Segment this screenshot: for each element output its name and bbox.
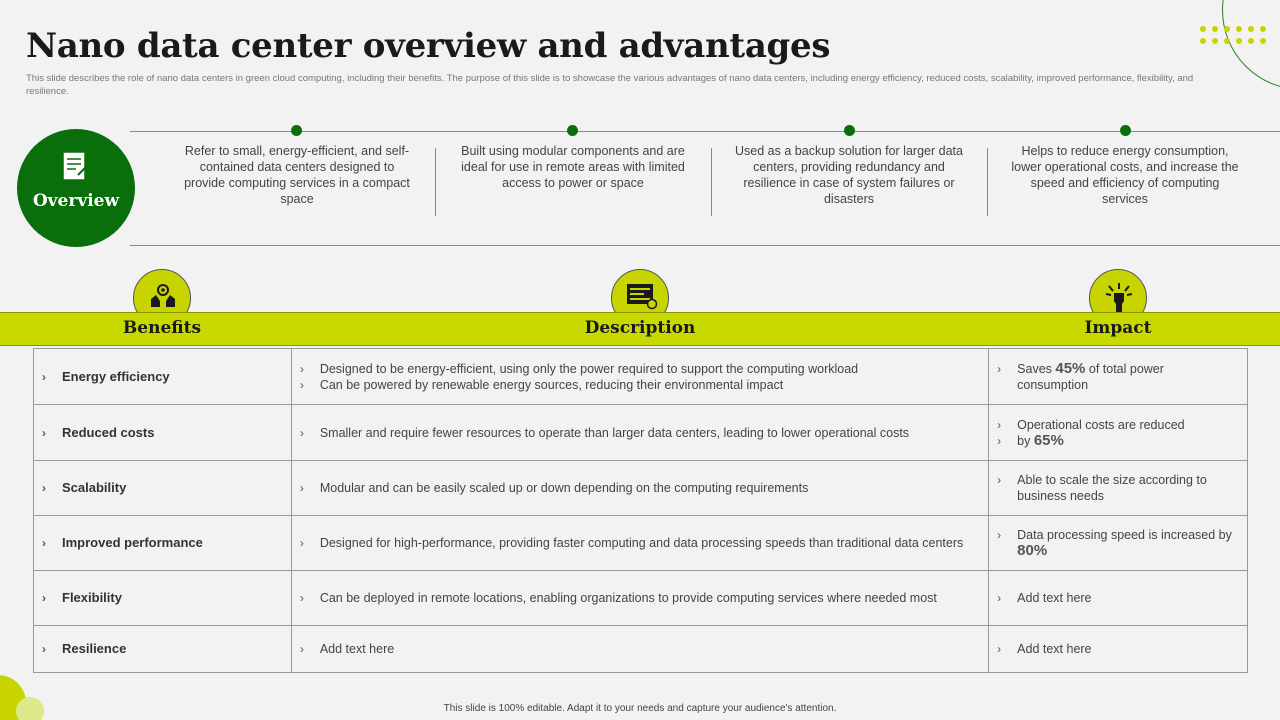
description-text: Designed to be energy-efficient, using only the power required to support the computing workload — [319, 361, 859, 376]
header-benefits: Benefits — [122, 318, 202, 338]
decorative-dot — [1200, 26, 1206, 32]
decorative-dot — [1248, 26, 1254, 32]
chevron-right-icon: › — [42, 591, 46, 605]
table-row — [34, 349, 1248, 405]
chevron-right-icon: › — [997, 591, 1002, 605]
benefit-cell — [34, 626, 292, 673]
overview-marker-4 — [1120, 125, 1131, 136]
description-cell — [291, 516, 988, 571]
description-cell — [291, 405, 988, 461]
description-cell — [291, 571, 988, 626]
fist-icon — [1104, 281, 1134, 313]
description-text: Modular and can be easily scaled up or down depending on the computing requirements — [319, 481, 809, 495]
decorative-dot — [1212, 26, 1218, 32]
description-text: Smaller and require fewer resources to operate than larger data centers, leading to lower operational costs — [319, 425, 910, 440]
benefit-label: Improved performance — [62, 535, 203, 550]
decorative-dots — [1200, 26, 1272, 48]
chevron-right-icon: › — [42, 642, 46, 656]
impact-cell — [989, 626, 1248, 673]
description-text: Add text here — [319, 642, 395, 656]
decorative-dot — [1260, 26, 1266, 32]
benefit-cell — [34, 571, 292, 626]
overview-top-rule — [130, 131, 1280, 132]
header-description: Description — [584, 318, 696, 338]
overview-label: Overview — [32, 191, 120, 211]
overview-separator-2 — [711, 148, 712, 216]
chevron-right-icon: › — [997, 642, 1002, 656]
decorative-dot — [1212, 38, 1218, 44]
decorative-dot — [1248, 38, 1254, 44]
description-text: Can be powered by renewable energy sources, reducing their environmental impact — [319, 377, 784, 392]
overview-marker-3 — [844, 125, 855, 136]
decorative-dot — [1224, 26, 1230, 32]
table-row — [34, 571, 1248, 626]
table-row — [34, 405, 1248, 461]
overview-separator-1 — [435, 148, 436, 216]
benefit-cell — [34, 405, 292, 461]
benefit-label: Flexibility — [62, 590, 122, 605]
chevron-right-icon: › — [42, 425, 46, 440]
overview-marker-1 — [291, 125, 302, 136]
table-row — [34, 626, 1248, 673]
overview-badge — [17, 129, 135, 247]
header-impact: Impact — [1084, 318, 1152, 338]
decorative-blob-small — [16, 697, 44, 720]
overview-item-4: Helps to reduce energy consumption, lower operational costs, and increase the speed and efficiency of computing services — [1011, 144, 1239, 206]
server-screen-icon — [626, 281, 658, 311]
chevron-right-icon: › — [299, 481, 304, 495]
impact-figure: 65% — [1033, 431, 1064, 449]
table-row — [34, 516, 1248, 571]
impact-text: Able to scale the size according to business needs — [1017, 473, 1207, 503]
chevron-right-icon: › — [997, 361, 1002, 376]
benefits-table — [33, 348, 1248, 673]
page-title: Nano data center overview and advantages — [26, 26, 831, 66]
chevron-right-icon: › — [299, 361, 304, 376]
overview-item-3: Used as a backup solution for larger data centers, providing redundancy and resilience in case of system failures or disasters — [735, 144, 963, 206]
impact-text: Data processing speed is increased by 80% — [1017, 528, 1232, 559]
overview-separator-3 — [987, 148, 988, 216]
benefit-cell — [34, 516, 292, 571]
table-row — [34, 461, 1248, 516]
chevron-right-icon: › — [997, 528, 1002, 542]
chevron-right-icon: › — [42, 481, 46, 495]
benefit-label: Energy efficiency — [62, 368, 170, 384]
chevron-right-icon: › — [299, 591, 304, 605]
overview-marker-2 — [567, 125, 578, 136]
chevron-right-icon: › — [997, 417, 1002, 432]
overview-bottom-rule — [130, 245, 1280, 246]
chevron-right-icon: › — [997, 433, 1002, 448]
impact-text: Operational costs are reduced — [1017, 417, 1185, 432]
description-cell — [291, 626, 988, 673]
overview-item-2: Built using modular components and are ideal for use in remote areas with limited access to power or space — [461, 144, 685, 190]
impact-cell — [989, 405, 1248, 461]
benefit-label: Resilience — [62, 641, 127, 656]
chevron-right-icon: › — [42, 369, 46, 384]
chevron-right-icon: › — [299, 377, 304, 392]
benefit-cell — [34, 461, 292, 516]
benefit-label: Scalability — [62, 480, 127, 495]
chevron-right-icon: › — [299, 642, 304, 656]
impact-cell — [989, 571, 1248, 626]
decorative-dot — [1200, 38, 1206, 44]
decorative-dot — [1236, 38, 1242, 44]
impact-text: by 65% — [1017, 431, 1064, 449]
page-subtitle: This slide describes the role of nano data centers in green cloud computing, including their benefits. The purpose of this slide is to showcase the various advantages of nano data centers, including energy efficiency, reduced costs, scalability, improved performance, flexibility, and resilience. — [26, 73, 1194, 97]
hands-gear-icon — [148, 281, 178, 311]
description-text: Can be deployed in remote locations, enabling organizations to provide computing services where needed most — [319, 591, 937, 605]
description-cell — [291, 349, 988, 405]
decorative-dot — [1236, 26, 1242, 32]
document-icon — [62, 151, 88, 181]
impact-text: Add text here — [1017, 591, 1092, 605]
chevron-right-icon: › — [997, 473, 1002, 487]
impact-cell — [989, 516, 1248, 571]
chevron-right-icon: › — [299, 425, 304, 440]
impact-figure: 45% — [1055, 359, 1086, 377]
description-text: Designed for high-performance, providing faster computing and data processing speeds than traditional data centers — [319, 536, 964, 550]
impact-cell — [989, 461, 1248, 516]
impact-text: Add text here — [1017, 642, 1092, 656]
decorative-dot — [1224, 38, 1230, 44]
overview-item-1: Refer to small, energy-efficient, and self-contained data centers designed to provide computing services in a compact space — [184, 144, 410, 206]
benefit-label: Reduced costs — [62, 424, 155, 440]
chevron-right-icon: › — [42, 536, 46, 550]
footer-note: This slide is 100% editable. Adapt it to your needs and capture your audience's attention. — [443, 703, 837, 714]
chevron-right-icon: › — [299, 536, 304, 550]
decorative-dot — [1260, 38, 1266, 44]
benefit-cell — [34, 349, 292, 405]
impact-figure: 80% — [1017, 542, 1048, 559]
description-cell — [291, 461, 988, 516]
impact-text: Saves 45% of total power consumption — [1017, 359, 1164, 392]
impact-cell — [989, 349, 1248, 405]
